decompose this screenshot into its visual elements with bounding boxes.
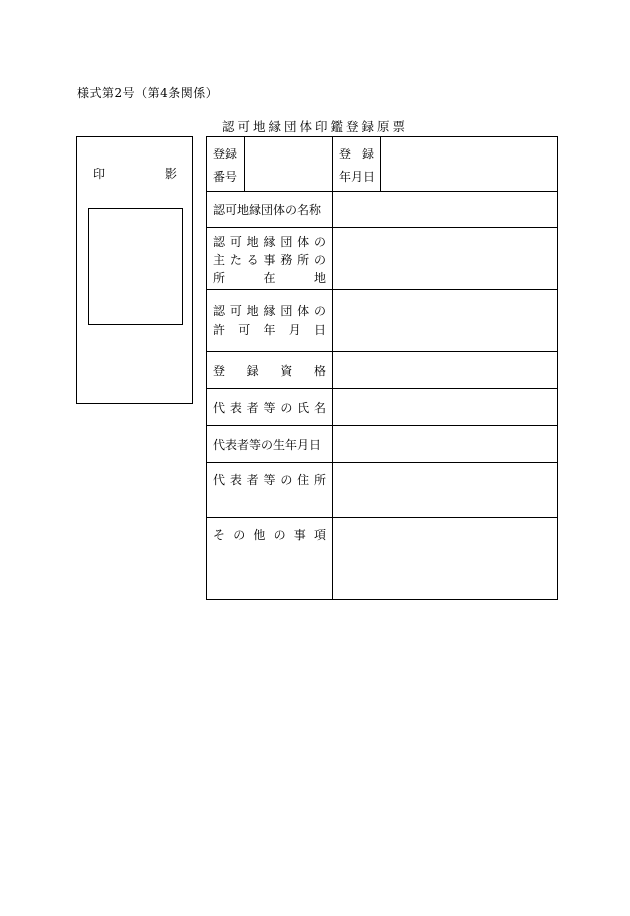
rep-address-label: 代 表 者 等 の 住 所 bbox=[207, 463, 333, 518]
group-name-label: 認可地縁団体の名称 bbox=[207, 192, 333, 228]
permit-date-field[interactable] bbox=[333, 290, 558, 352]
rep-birthdate-field[interactable] bbox=[333, 426, 558, 463]
form-title: 認可地縁団体印鑑登録原票 bbox=[221, 119, 408, 134]
table-row bbox=[207, 137, 558, 192]
table-row bbox=[207, 352, 558, 389]
seal-label-ei: 影 bbox=[165, 167, 178, 181]
qualification-field[interactable] bbox=[333, 352, 558, 389]
table-row bbox=[207, 463, 558, 518]
table-row bbox=[207, 290, 558, 352]
reg-number-label: 登録 番号 bbox=[207, 137, 245, 192]
reg-number-field[interactable] bbox=[245, 137, 333, 192]
office-location-label: 認 可 地 縁 団 体 の 主 た る 事 務 所 の 所 在 地 bbox=[207, 228, 333, 290]
office-location-field[interactable] bbox=[333, 228, 558, 290]
registration-table bbox=[206, 136, 558, 600]
rep-name-label: 代 表 者 等 の 氏 名 bbox=[207, 389, 333, 426]
rep-name-field[interactable] bbox=[333, 389, 558, 426]
rep-address-field[interactable] bbox=[333, 463, 558, 518]
reg-date-label: 登 録 年月日 bbox=[333, 137, 381, 192]
table-row bbox=[207, 228, 558, 290]
qualification-label: 登 録 資 格 bbox=[207, 352, 333, 389]
rep-birthdate-label: 代表者等の生年月日 bbox=[207, 426, 333, 463]
reg-date-field[interactable] bbox=[381, 137, 558, 192]
other-matters-field[interactable] bbox=[333, 518, 558, 600]
form-number-label: 様式第2号（第4条関係） bbox=[77, 86, 219, 100]
permit-date-label: 認 可 地 縁 団 体 の 許 可 年 月 日 bbox=[207, 290, 333, 352]
table-row bbox=[207, 192, 558, 228]
table-row bbox=[207, 389, 558, 426]
seal-impression-box bbox=[76, 136, 193, 404]
seal-label-in: 印 bbox=[93, 167, 106, 181]
table-row bbox=[207, 518, 558, 600]
table-row bbox=[207, 426, 558, 463]
group-name-field[interactable] bbox=[333, 192, 558, 228]
seal-stamp-area[interactable] bbox=[88, 208, 183, 325]
other-matters-label: そ の 他 の 事 項 bbox=[207, 518, 333, 600]
